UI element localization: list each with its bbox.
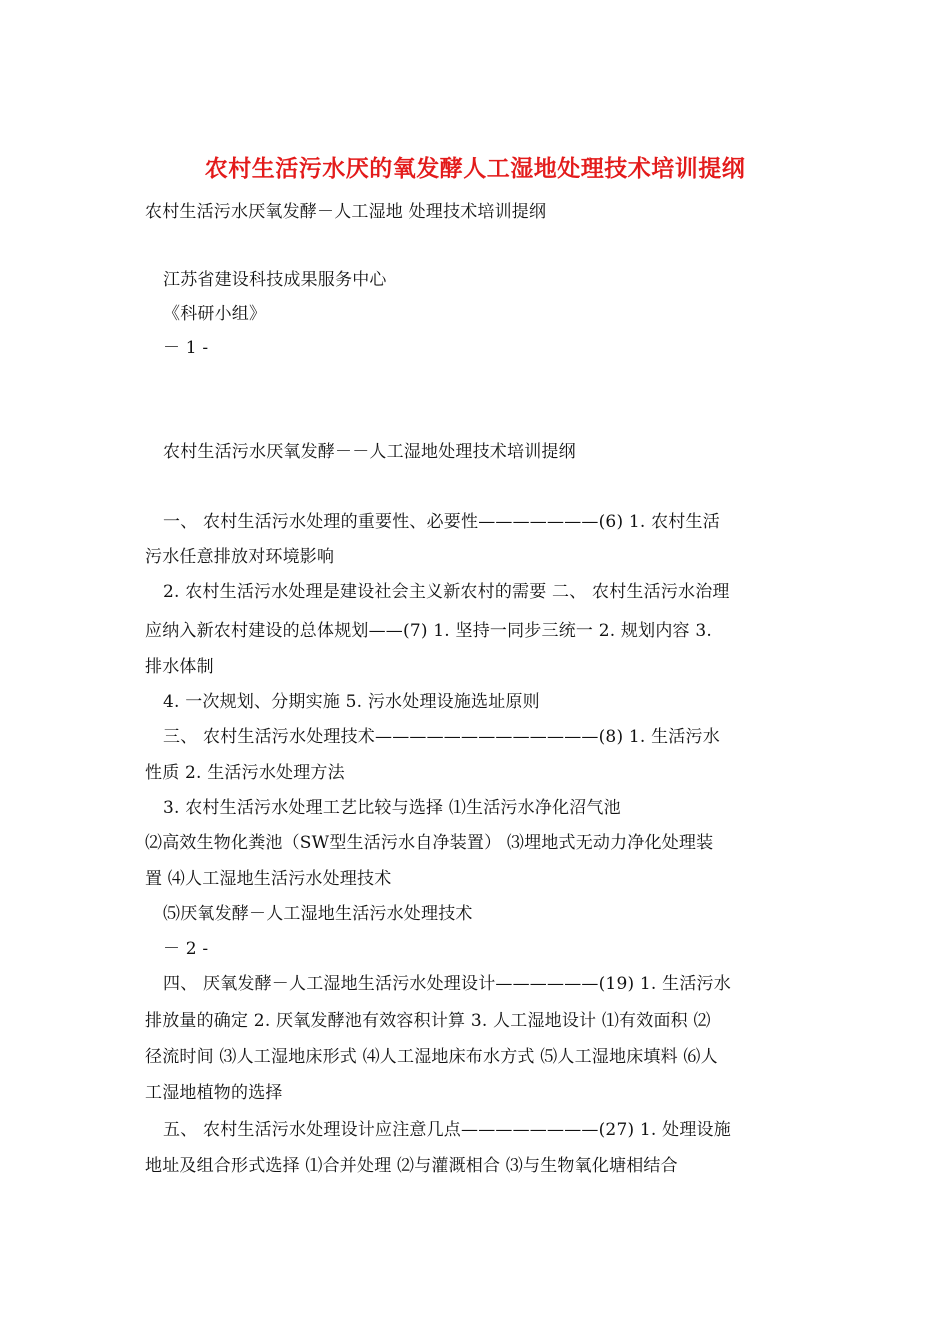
outline-line: 三、 农村生活污水处理技术—————————————(8) 1. 生活污水 — [163, 727, 720, 747]
group-line: 《科研小组》 — [163, 304, 267, 324]
outline-line: 排放量的确定 2. 厌氧发酵池有效容积计算 3. 人工湿地设计 ⑴有效面积 ⑵ — [145, 1011, 711, 1031]
outline-line: 4. 一次规划、分期实施 5. 污水处理设施选址原则 — [163, 692, 540, 712]
outline-line: 污水任意排放对环境影响 — [145, 547, 335, 567]
outline-line: 四、 厌氧发酵－人工湿地生活污水处理设计——————(19) 1. 生活污水 — [163, 974, 731, 994]
outline-line: 2. 农村生活污水处理是建设社会主义新农村的需要 二、 农村生活污水治理 — [163, 582, 730, 602]
organization-line: 江苏省建设科技成果服务中心 — [163, 270, 387, 290]
outline-line: 排水体制 — [145, 657, 214, 677]
document-title: 农村生活污水厌的氧发酵人工湿地处理技术培训提纲 — [204, 155, 746, 182]
outline-line: 工湿地植物的选择 — [145, 1083, 283, 1103]
outline-line: ⑵高效生物化粪池（SW型生活污水自净装置） ⑶埋地式无动力净化处理装 — [145, 833, 714, 853]
outline-line: 置 ⑷人工湿地生活污水处理技术 — [145, 869, 392, 889]
outline-line: ⑸厌氧发酵－人工湿地生活污水处理技术 — [163, 904, 473, 924]
outline-line: 一、 农村生活污水处理的重要性、必要性———————(6) 1. 农村生活 — [163, 512, 720, 532]
outline-line: 地址及组合形式选择 ⑴合并处理 ⑵与灌溉相合 ⑶与生物氧化塘相结合 — [145, 1156, 678, 1176]
outline-line: 五、 农村生活污水处理设计应注意几点————————(27) 1. 处理设施 — [163, 1120, 731, 1140]
outline-line: 径流时间 ⑶人工湿地床形式 ⑷人工湿地床布水方式 ⑸人工湿地床填料 ⑹人 — [145, 1047, 718, 1067]
subtitle-line: 农村生活污水厌氧发酵－人工湿地 处理技术培训提纲 — [145, 202, 547, 222]
page-number-2: － 2 - — [163, 939, 209, 959]
outline-line: 性质 2. 生活污水处理方法 — [145, 763, 345, 783]
outline-heading: 农村生活污水厌氧发酵－－人工湿地处理技术培训提纲 — [163, 442, 576, 462]
outline-line: 应纳入新农村建设的总体规划——(7) 1. 坚持一同步三统一 2. 规划内容 3. — [145, 621, 712, 641]
outline-line: 3. 农村生活污水处理工艺比较与选择 ⑴生活污水净化沼气池 — [163, 798, 621, 818]
page-number-1: － 1 - — [163, 338, 209, 358]
